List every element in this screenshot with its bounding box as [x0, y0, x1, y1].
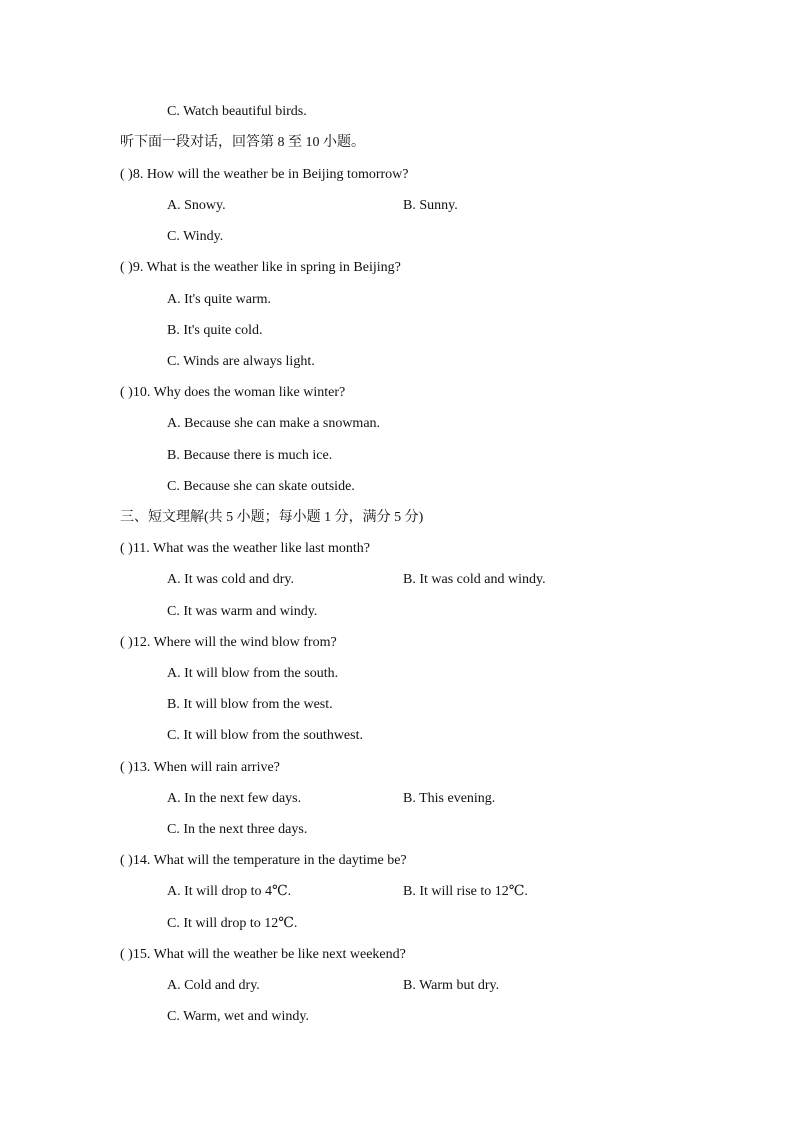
- q8-option-a: A. Snowy.: [167, 198, 226, 213]
- q12-option-a: A. It will blow from the south.: [167, 666, 339, 681]
- question-11: ( )11. What was the weather like last month?: [120, 541, 370, 556]
- q9-option-a: A. It's quite warm.: [167, 292, 272, 307]
- question-10: ( )10. Why does the woman like winter?: [120, 385, 346, 400]
- q10-option-c: C. Because she can skate outside.: [167, 479, 355, 494]
- q11-option-c: C. It was warm and windy.: [167, 604, 318, 619]
- q13-option-a: A. In the next few days.: [167, 791, 302, 806]
- q8-option-b: B. Sunny.: [403, 198, 458, 213]
- question-9: ( )9. What is the weather like in spring in Beijing?: [120, 260, 401, 275]
- q11-option-a: A. It was cold and dry.: [167, 572, 295, 587]
- question-12: ( )12. Where will the wind blow from?: [120, 635, 337, 650]
- section-instruction-8-10: 听下面一段对话，回答第 8 至 10 小题。: [120, 135, 365, 150]
- section-3-title: 三、短文理解(共 5 小题；每小题 1 分，满分 5 分): [120, 510, 424, 525]
- question-15: ( )15. What will the weather be like next weekend?: [120, 947, 406, 962]
- q15-option-a: A. Cold and dry.: [167, 978, 260, 993]
- q12-option-c: C. It will blow from the southwest.: [167, 728, 363, 743]
- q13-option-c: C. In the next three days.: [167, 822, 308, 837]
- q14-option-b: B. It will rise to 12℃.: [403, 884, 528, 899]
- q13-option-b: B. This evening.: [403, 791, 496, 806]
- q11-option-b: B. It was cold and windy.: [403, 572, 546, 587]
- q14-option-c: C. It will drop to 12℃.: [167, 916, 298, 931]
- q7-option-c: C. Watch beautiful birds.: [167, 104, 307, 119]
- question-13: ( )13. When will rain arrive?: [120, 760, 280, 775]
- q8-option-c: C. Windy.: [167, 229, 224, 244]
- q12-option-b: B. It will blow from the west.: [167, 697, 333, 712]
- question-14: ( )14. What will the temperature in the daytime be?: [120, 853, 407, 868]
- question-8: ( )8. How will the weather be in Beijing tomorrow?: [120, 167, 409, 182]
- q9-option-b: B. It's quite cold.: [167, 323, 263, 338]
- q9-option-c: C. Winds are always light.: [167, 354, 315, 369]
- q10-option-b: B. Because there is much ice.: [167, 448, 333, 463]
- q15-option-b: B. Warm but dry.: [403, 978, 500, 993]
- q15-option-c: C. Warm, wet and windy.: [167, 1009, 309, 1024]
- q14-option-a: A. It will drop to 4℃.: [167, 884, 292, 899]
- q10-option-a: A. Because she can make a snowman.: [167, 416, 381, 431]
